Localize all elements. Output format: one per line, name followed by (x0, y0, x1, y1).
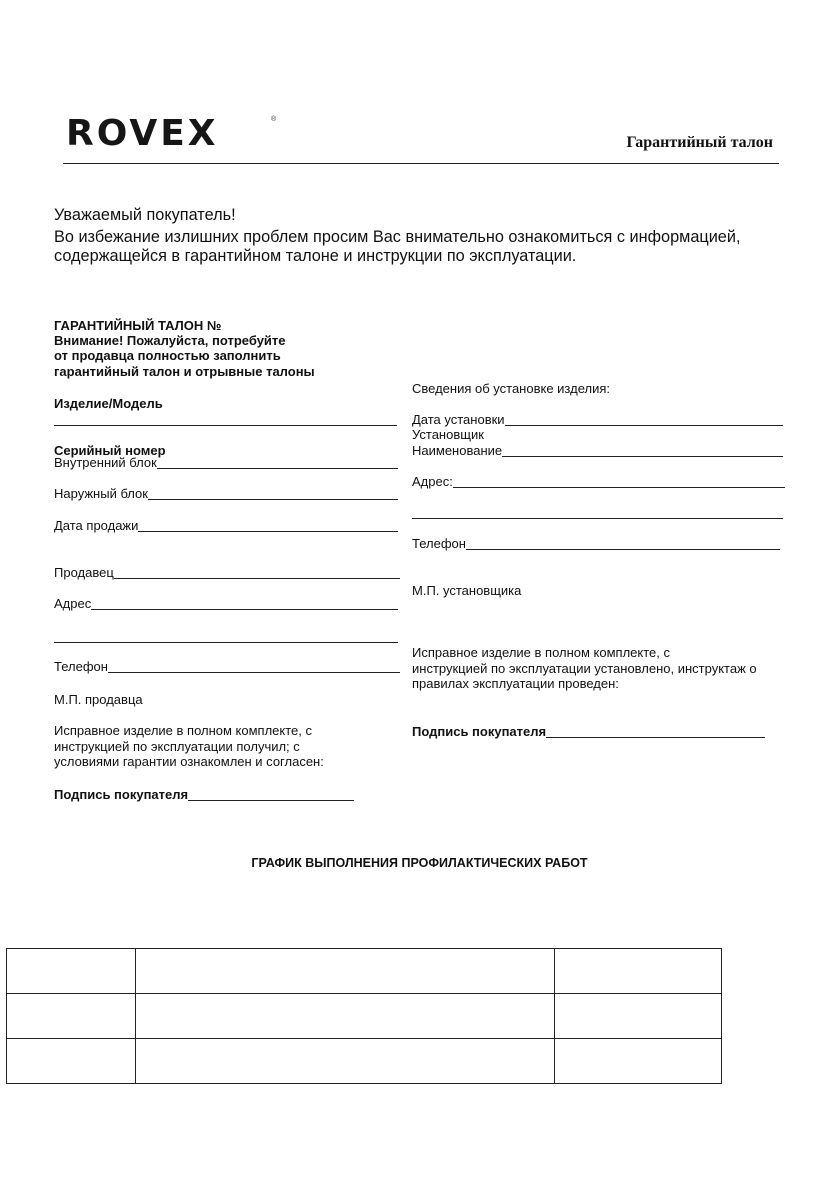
install-statement-line: Исправное изделие в полном комплекте, с (412, 645, 671, 660)
installer-label: Установщик (412, 427, 484, 442)
intro-greeting: Уважаемый покупатель! (54, 206, 236, 224)
seller-phone-field[interactable] (54, 659, 400, 675)
document-title: Гарантийный талон (626, 134, 773, 151)
notice-line: от продавца полностью заполнить (54, 348, 281, 363)
product-model-label: Изделие/Модель (54, 396, 163, 411)
installer-buyer-signature-label: Подпись покупателя (412, 724, 547, 739)
seller-address-label: Адрес (54, 596, 92, 611)
install-date-field[interactable] (412, 412, 783, 428)
table-cell[interactable] (7, 1039, 136, 1084)
installer-name-label: Наименование (412, 443, 503, 458)
table-row (7, 949, 722, 994)
table-cell[interactable] (7, 994, 136, 1039)
seller-label: Продавец (54, 565, 114, 580)
table-cell[interactable] (555, 1039, 722, 1084)
seller-address-field[interactable] (54, 596, 398, 612)
maintenance-schedule-title: ГРАФИК ВЫПОЛНЕНИЯ ПРОФИЛАКТИЧЕСКИХ РАБОТ (251, 856, 588, 870)
indoor-unit-field[interactable] (54, 455, 398, 471)
install-info-heading: Сведения об установке изделия: (412, 381, 610, 396)
serial-number-label: Серийный номер (54, 443, 166, 458)
installer-name-field[interactable] (412, 443, 783, 459)
outdoor-unit-label: Наружный блок (54, 486, 148, 501)
sale-date-field[interactable] (54, 518, 398, 534)
table-cell[interactable] (136, 994, 555, 1039)
installer-phone-field[interactable] (412, 536, 780, 552)
warranty-card-title: ГАРАНТИЙНЫЙ ТАЛОН № (54, 318, 222, 333)
seller-stamp-label: М.П. продавца (54, 692, 143, 707)
installer-address-label: Адрес: (412, 474, 453, 489)
indoor-unit-label: Внутренний блок (54, 455, 157, 470)
notice-line: Внимание! Пожалуйста, потребуйте (54, 333, 286, 348)
seller-phone-label: Телефон (54, 659, 108, 674)
install-statement-line: правилах эксплуатации проведен: (412, 676, 619, 691)
brand-logo: ROVEX (66, 113, 219, 154)
seller-field[interactable] (54, 565, 400, 581)
receipt-statement-line: Исправное изделие в полном комплекте, с (54, 723, 313, 738)
table-cell[interactable] (555, 949, 722, 994)
header-divider (63, 163, 779, 164)
table-row (7, 994, 722, 1039)
receipt-statement-line: условиями гарантии ознакомлен и согласен: (54, 754, 324, 769)
maintenance-schedule-table (6, 948, 722, 1084)
table-cell[interactable] (555, 994, 722, 1039)
intro-text-line: содержащейся в гарантийном талоне и инструкции по эксплуатации. (54, 247, 577, 265)
intro-text-line: Во избежание излишних проблем просим Вас внимательно ознакомиться с информацией, (54, 228, 741, 246)
install-date-label: Дата установки (412, 412, 505, 427)
installer-stamp-label: М.П. установщика (412, 583, 522, 598)
table-cell[interactable] (136, 949, 555, 994)
sale-date-label: Дата продажи (54, 518, 139, 533)
installer-address-field[interactable] (412, 474, 785, 490)
receipt-statement-line: инструкцией по эксплуатации получил; с (54, 739, 300, 754)
buyer-signature-label: Подпись покупателя (54, 787, 189, 802)
product-model-field[interactable] (54, 425, 397, 426)
table-cell[interactable] (136, 1039, 555, 1084)
install-statement-line: инструкцией по эксплуатации установлено, инструктаж о (412, 661, 757, 676)
notice-line: гарантийный талон и отрывные талоны (54, 364, 315, 379)
seller-address-line-2[interactable] (54, 642, 398, 643)
installer-phone-label: Телефон (412, 536, 466, 551)
installer-address-line-2[interactable] (412, 518, 783, 519)
installer-buyer-signature-field[interactable] (412, 724, 765, 740)
table-cell[interactable] (7, 949, 136, 994)
buyer-signature-field[interactable] (54, 787, 354, 803)
outdoor-unit-field[interactable] (54, 486, 398, 502)
registered-mark: ® (271, 116, 277, 123)
table-row (7, 1039, 722, 1084)
